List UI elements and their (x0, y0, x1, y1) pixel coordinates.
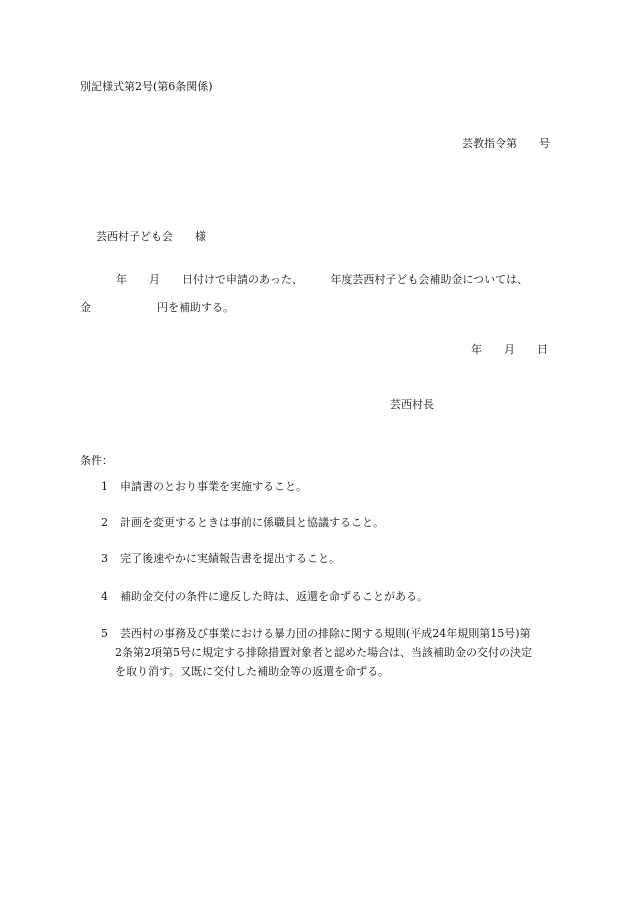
body-line-2: 金 円を補助する。 (80, 301, 234, 314)
condition-text-line-1: 芸西村の事務及び事業における暴力団の排除に関する規則(平成24年規則第15号)第 (120, 627, 531, 640)
document-number: 芸教指令第 号 (462, 137, 550, 150)
condition-number: 1 (101, 480, 108, 493)
condition-text: 計画を変更するときは事前に係職員と協議すること。 (120, 516, 384, 529)
conditions-heading: 条件： (80, 454, 113, 467)
form-label: 別記様式第2号(第6条関係) (80, 80, 213, 93)
issuer-title: 芸西村長 (390, 398, 434, 411)
condition-text: 申請書のとおり事業を実施すること。 (120, 480, 307, 493)
condition-text: 補助金交付の条件に違反した時は、返還を命ずることがある。 (120, 590, 428, 603)
condition-text-line-3: を取り消す。又既に交付した補助金等の返還を命ずる。 (115, 665, 390, 678)
issue-date: 年 月 日 (471, 343, 548, 356)
condition-number: 5 (101, 627, 108, 640)
addressee: 芸西村子ども会 様 (96, 230, 206, 243)
condition-text-line-2: 2条第2項第5号に規定する排除措置対象者と認めた場合は、当該補助金の交付の決定 (115, 646, 532, 659)
condition-number: 4 (101, 590, 108, 603)
condition-text: 完了後速やかに実績報告書を提出すること。 (120, 552, 340, 565)
condition-number: 3 (101, 552, 108, 565)
body-line-1: 年 月 日付けで申請のあった、 年度芸西村子ども会補助金については、 (116, 273, 529, 286)
condition-number: 2 (101, 516, 108, 529)
